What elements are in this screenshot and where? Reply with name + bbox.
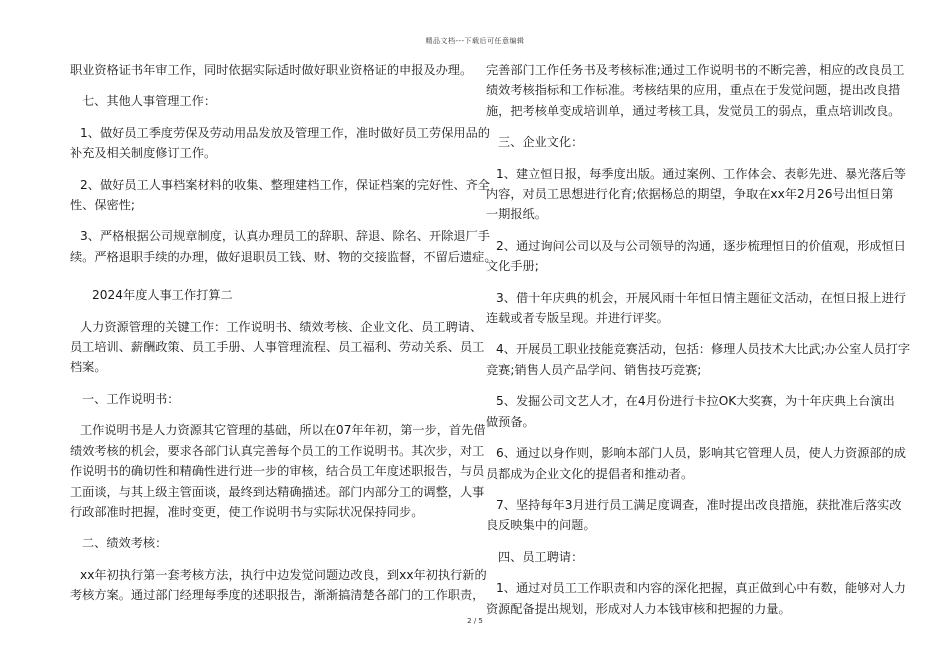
text-line: 四、员工聘请： [498,549,584,564]
text-line: 1、建立恒日报，每季度出版。通过案例、工作体会、表彰先进、暴光落后等 [496,166,906,181]
page-number: 2 / 5 [467,617,483,625]
text-line: 内容，对员工思想进行化育;依据杨总的期望，争取在xx年2月26号出恒日第 [486,187,894,202]
left-column [70,60,497,606]
text-line: xx年初执行第一套考核方法，执行中边发觉问题边改良，到xx年初执行新的 [80,567,487,582]
text-line: 作说明书的确切性和精确性进行进一步的审核，结合员工年度述职报告，与员 [70,464,485,479]
paragraph-gap [70,215,468,226]
paragraph [486,391,895,432]
text-line: 2、通过询问公司以及与公司领导的沟通，逐步梳理恒日的价值观，形成恒日 [496,238,906,253]
section-heading [486,547,884,567]
paragraph-gap [486,153,884,164]
paragraph-gap [486,328,884,339]
text-line: 良反映集中的问题。 [486,518,596,533]
text-line: 3、借十年庆典的机会，开展风雨十年恒日情主题征文活动，在恒日报上进行 [496,290,906,305]
paragraph [486,443,906,484]
paragraph [70,317,485,378]
paragraph [70,565,487,606]
text-line: 七、其他人事管理工作： [82,94,217,109]
text-line: 2024年度人事工作打算二 [92,288,233,303]
text-line: 二、绩效考核： [82,536,168,551]
text-line: 5、发掘公司文艺人才，在4月份进行卡拉OK大奖赛，为十年庆典上台演出 [496,394,895,409]
text-line: 职业资格证书年审工作，同时依据实际适时做好职业资格证的申报及办理。 [70,63,473,77]
paragraph-gap [70,554,468,565]
text-line: 档案。 [70,360,107,375]
paragraph [70,175,490,216]
paragraph-gap [486,567,884,578]
paragraph [70,226,497,267]
right-column [486,60,911,619]
paragraph-gap [70,378,468,389]
text-line: 补充及相关制度修订工作。 [70,146,217,161]
text-line: 施，把考核单变成培训单，通过考核工具，发觉员工的弱点，重点培训改良。 [486,103,901,118]
text-line: 资源配备提出规划，形成对人力本钱审核和把握的力量。 [486,601,791,616]
text-line: 做预备。 [486,414,535,429]
text-line: 连载或者专版呈现。并进行评奖。 [486,311,669,326]
paragraph-gap [486,484,884,495]
text-line: 竞赛;销售人员产品学问、销售技巧竞赛; [486,362,702,377]
text-line: 3、严格根据公司规章制度，认真办理员工的辞职、辞退、除名、开除退厂手 [80,229,490,244]
paragraph-gap [486,432,884,443]
text-line: 三、企业文化： [498,135,584,150]
paragraph [486,288,906,329]
paragraph-gap [70,112,468,123]
text-line: 员工培训、薪酬政策、员工手册、人事管理流程、员工福利、劳动关系、员工 [70,340,485,355]
paragraph-gap [70,522,468,533]
text-line: 1、通过对员工工作职责和内容的深化把握，真正做到心中有数，能够对人力 [496,581,906,596]
paragraph-gap [486,225,884,236]
document-title [70,285,468,305]
paragraph [486,495,902,536]
text-line: 一、工作说明书： [82,391,180,406]
text-line: 性、保密性; [70,198,136,213]
section-heading [486,132,884,152]
paragraph [486,339,911,380]
paragraph-gap [486,277,884,288]
paragraph-gap [70,409,468,420]
paragraph-gap [486,121,884,132]
text-line: 文化手册; [486,259,539,274]
paragraph-continuation [486,60,905,121]
text-line: 1、做好员工季度劳保及劳动用品发放及管理工作，准时做好员工劳保用品的 [80,125,490,140]
paragraph [70,123,490,164]
text-line: 续。严格退职手续的办理，做好退职员工钱、财、物的交接监督，不留后遗症。 [70,249,497,264]
text-line: 员都成为企业文化的提倡者和推动者。 [486,466,694,481]
text-line: 4、开展员工职业技能竞赛活动，包括：修理人员技术大比武;办公室人员打字 [496,342,911,357]
text-line: 完善部门工作任务书及考核标准;通过工作说明书的不断完善，相应的改良员工 [486,63,905,77]
text-line: 考核方案。通过部门经理每季度的述职报告，渐渐搞清楚各部门的工作职责， [70,588,485,603]
text-line: 工作说明书是人力资源其它管理的基础，所以在07年年初，第一步，首先借 [80,423,486,438]
paragraph-gap [70,80,468,91]
text-line: 工面谈，与其上级主管面谈，最终到达精确描述。部门内部分工的调整，人事 [70,484,485,499]
text-line: 2、做好员工人事档案材料的收集、整理建档工作，保证档案的完好性、齐全 [80,177,490,192]
paragraph [486,578,906,619]
paragraph-continuation [70,60,473,80]
paragraph [70,420,486,522]
text-line: 行政部准时把握，准时变更，使工作说明书与实际状况保持同步。 [70,504,424,519]
paragraph-gap [486,380,884,391]
paragraph-gap [70,267,468,285]
paragraph [486,164,906,225]
paragraph-gap [70,306,468,317]
text-line: 绩效考核指标和工作标准。考核结果的应用，重点在于发觉问题，提出改良措 [486,83,901,98]
text-line: 一期报纸。 [486,207,547,222]
section-heading [70,389,468,409]
text-line: 6、通过以身作则，影响本部门人员，影响其它管理人员，使人力资源部的成 [496,446,906,461]
section-heading [70,533,468,553]
text-line: 人力资源管理的关键工作：工作说明书、绩效考核、企业文化、员工聘请、 [80,319,483,334]
paragraph [486,236,906,277]
text-line: 7、坚持每年3月进行员工满足度调查，准时提出改良措施，获批准后落实改 [496,497,902,512]
paragraph-gap [70,164,468,175]
section-heading [70,91,468,111]
page-header: 精品文档---下载后可任意编辑 [425,37,525,45]
paragraph-gap [486,536,884,547]
text-line: 绩效考核的机会，要求各部门认真完善每个员工的工作说明书。其次步，对工 [70,443,485,458]
